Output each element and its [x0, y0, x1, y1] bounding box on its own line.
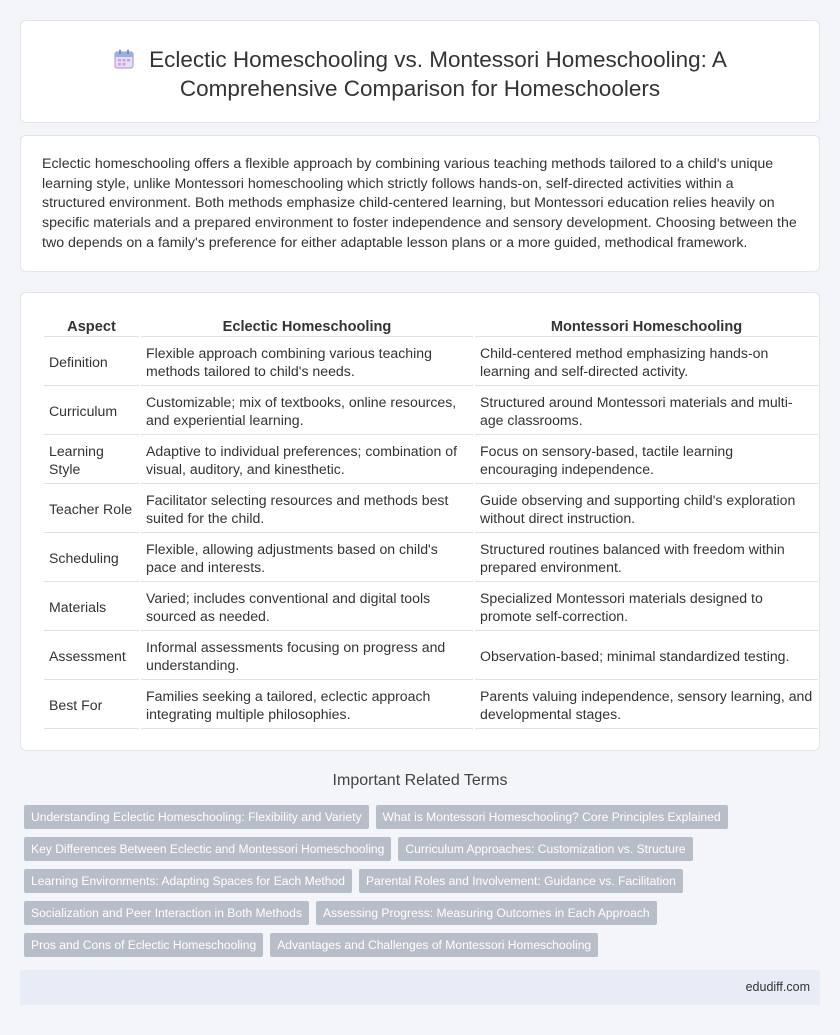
related-term-link[interactable]: Socialization and Peer Interaction in Both Methods: [24, 901, 309, 925]
montessori-cell: Child-centered method emphasizing hands-on learning and self-directed activity.: [475, 339, 818, 386]
table-row: [44, 535, 818, 582]
footer-brand: edudiff.com: [745, 980, 810, 994]
aspect-cell: Learning Style: [44, 437, 139, 484]
eclectic-cell: Adaptive to individual preferences; combination of visual, auditory, and kinesthetic.: [141, 437, 473, 484]
related-terms-row: [24, 901, 657, 925]
eclectic-cell: Families seeking a tailored, eclectic approach integrating multiple philosophies.: [141, 682, 473, 729]
aspect-cell: Teacher Role: [44, 486, 139, 533]
montessori-cell: Structured around Montessori materials and multi-age classrooms.: [475, 388, 818, 435]
header-card: [20, 20, 820, 123]
footer: [20, 970, 820, 1005]
related-term-link[interactable]: Assessing Progress: Measuring Outcomes in Each Approach: [316, 901, 657, 925]
montessori-cell: Structured routines balanced with freedom within prepared environment.: [475, 535, 818, 582]
aspect-cell: Best For: [44, 682, 139, 729]
comparison-table: [42, 313, 820, 731]
column-header-aspect: Aspect: [44, 315, 139, 337]
eclectic-cell: Flexible approach combining various teaching methods tailored to child's needs.: [141, 339, 473, 386]
montessori-cell: Observation-based; minimal standardized testing.: [475, 633, 818, 680]
table-row: [44, 486, 818, 533]
aspect-cell: Assessment: [44, 633, 139, 680]
calendar-icon: [113, 48, 135, 70]
table-row: [44, 633, 818, 680]
table-row: [44, 682, 818, 729]
related-term-link[interactable]: Parental Roles and Involvement: Guidance vs. Facilitation: [359, 869, 683, 893]
aspect-cell: Curriculum: [44, 388, 139, 435]
montessori-cell: Focus on sensory-based, tactile learning encouraging independence.: [475, 437, 818, 484]
aspect-cell: Scheduling: [44, 535, 139, 582]
title-line-1: Eclectic Homeschooling vs. Montessori Homeschooling: A: [21, 45, 819, 74]
related-term-link[interactable]: Curriculum Approaches: Customization vs. Structure: [398, 837, 692, 861]
column-header-eclectic: Eclectic Homeschooling: [141, 315, 473, 337]
eclectic-cell: Flexible, allowing adjustments based on child's pace and interests.: [141, 535, 473, 582]
aspect-cell: Materials: [44, 584, 139, 631]
related-term-link[interactable]: Learning Environments: Adapting Spaces for Each Method: [24, 869, 352, 893]
related-term-link[interactable]: Key Differences Between Eclectic and Montessori Homeschooling: [24, 837, 391, 861]
related-terms-row: [24, 837, 693, 861]
related-term-link[interactable]: Advantages and Challenges of Montessori Homeschooling: [270, 933, 598, 957]
related-term-link[interactable]: What is Montessori Homeschooling? Core Principles Explained: [376, 805, 728, 829]
intro-card: [20, 135, 820, 272]
eclectic-cell: Facilitator selecting resources and methods best suited for the child.: [141, 486, 473, 533]
eclectic-cell: Informal assessments focusing on progress and understanding.: [141, 633, 473, 680]
related-term-link[interactable]: Pros and Cons of Eclectic Homeschooling: [24, 933, 263, 957]
eclectic-cell: Varied; includes conventional and digital tools sourced as needed.: [141, 584, 473, 631]
table-header-row: [44, 315, 818, 337]
comparison-table-card: [20, 292, 820, 751]
related-terms-row: [24, 869, 683, 893]
montessori-cell: Parents valuing independence, sensory learning, and developmental stages.: [475, 682, 818, 729]
table-row: [44, 584, 818, 631]
aspect-cell: Definition: [44, 339, 139, 386]
related-terms-row: [24, 805, 728, 829]
table-row: [44, 437, 818, 484]
montessori-cell: Specialized Montessori materials designed to promote self-correction.: [475, 584, 818, 631]
page-title: [21, 45, 819, 103]
table-row: [44, 339, 818, 386]
title-line-2: Comprehensive Comparison for Homeschoolers: [179, 76, 661, 101]
related-term-link[interactable]: Understanding Eclectic Homeschooling: Flexibility and Variety: [24, 805, 369, 829]
related-terms-row: [24, 933, 598, 957]
eclectic-cell: Customizable; mix of textbooks, online resources, and experiential learning.: [141, 388, 473, 435]
column-header-montessori: Montessori Homeschooling: [475, 315, 818, 337]
related-terms-heading: Important Related Terms: [332, 772, 508, 789]
intro-paragraph: Eclectic homeschooling offers a flexible approach by combining various teaching methods tailored to a child's unique learning style, unlike Montessori homeschooling which strictly follows hands-on, self-directed activities within a structured environment. Both methods emphasize child-centered learning, but Montessori education relies heavily on specific materials and a prepared environment to foster independence and sensory development. Choosing between the two depends on a family's preference for either adaptable lesson plans or a more guided, methodical framework.: [42, 156, 797, 251]
table-row: [44, 388, 818, 435]
montessori-cell: Guide observing and supporting child's exploration without direct instruction.: [475, 486, 818, 533]
